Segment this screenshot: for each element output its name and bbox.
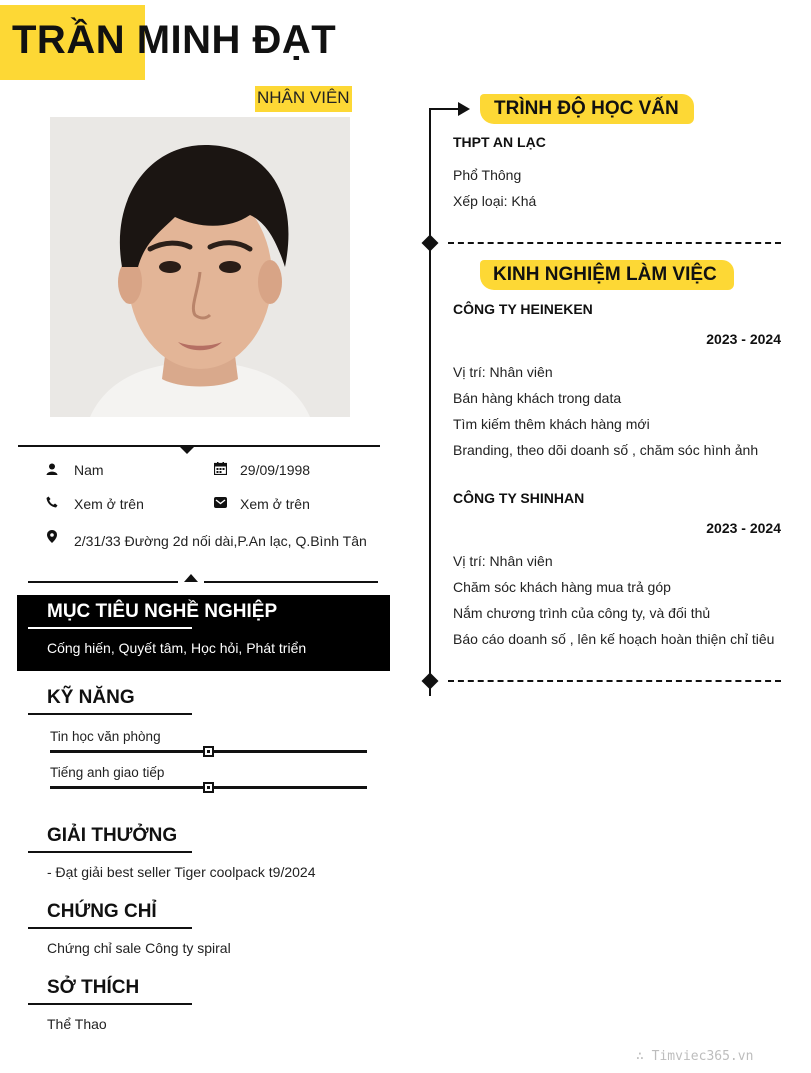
location-pin-icon [45, 529, 59, 543]
job-role-badge: NHÂN VIÊN [255, 86, 352, 112]
job-company: CÔNG TY SHINHAN [453, 490, 585, 506]
school-name: THPT AN LẠC [453, 134, 546, 150]
profile-photo [50, 117, 350, 417]
email-icon [213, 495, 227, 509]
awards-title-underline [28, 851, 192, 853]
job-line: Tìm kiếm thêm khách hàng mới [453, 416, 650, 432]
timeline-diamond-icon [422, 235, 439, 252]
divider-arrow-down-icon [180, 447, 194, 454]
watermark-dots-icon: ∴ [636, 1049, 652, 1064]
skill-label: Tin học văn phòng [50, 729, 161, 744]
objective-title-underline [28, 627, 192, 629]
hobbies-title-underline [28, 1003, 192, 1005]
section-dashed-divider [448, 680, 781, 682]
timeline-diamond-icon [422, 673, 439, 690]
contact-bottom-divider-right [204, 581, 378, 583]
education-level: Phổ Thông [453, 167, 522, 183]
user-icon [45, 462, 59, 476]
timeline-arrow-icon [458, 102, 470, 116]
award-text: - Đạt giải best seller Tiger coolpack t9/2024 [47, 864, 316, 880]
gender-value: Nam [74, 462, 104, 478]
divider-arrow-up-icon [184, 574, 198, 582]
portrait-icon [50, 117, 350, 417]
job-line: Vị trí: Nhân viên [453, 364, 553, 380]
timeline-line [429, 108, 431, 696]
contact-bottom-divider-left [28, 581, 178, 583]
phone-value: Xem ở trên [74, 496, 144, 512]
job-company: CÔNG TY HEINEKEN [453, 301, 593, 317]
job-line: Báo cáo doanh số , lên kế hoạch hoàn thiện chỉ tiêu [453, 631, 775, 647]
awards-title: GIẢI THƯỞNG [47, 825, 178, 846]
certificates-title-underline [28, 927, 192, 929]
certificates-title: CHỨNG CHỈ [47, 901, 157, 922]
job-line: Nắm chương trình của công ty, và đối thủ [453, 605, 711, 621]
job-period: 2023 - 2024 [706, 520, 781, 536]
objective-text: Cống hiến, Quyết tâm, Học hỏi, Phát triển [47, 640, 307, 656]
skills-title-underline [28, 713, 192, 715]
candidate-name: TRẦN MINH ĐẠT [12, 18, 337, 62]
job-line: Chăm sóc khách hàng mua trả góp [453, 579, 671, 595]
certificate-text: Chứng chỉ sale Công ty spiral [47, 940, 231, 956]
email-value: Xem ở trên [240, 496, 310, 512]
job-line: Branding, theo dõi doanh số , chăm sóc hình ảnh [453, 442, 759, 458]
calendar-icon [213, 461, 227, 475]
job-line: Vị trí: Nhân viên [453, 553, 553, 569]
timeline-top-line [429, 108, 459, 110]
objective-title: MỤC TIÊU NGHỀ NGHIỆP [47, 601, 278, 622]
section-dashed-divider [448, 242, 781, 244]
education-title: TRÌNH ĐỘ HỌC VẤN [494, 98, 679, 119]
contact-top-divider [18, 445, 380, 447]
hobby-text: Thể Thao [47, 1016, 107, 1032]
phone-icon [45, 495, 59, 509]
watermark-text: Timviec365.vn [651, 1049, 754, 1064]
watermark [636, 1049, 753, 1064]
job-line: Bán hàng khách trong data [453, 390, 622, 406]
skill-label: Tiếng anh giao tiếp [50, 765, 165, 780]
job-period: 2023 - 2024 [706, 331, 781, 347]
hobbies-title: SỞ THÍCH [47, 977, 140, 998]
skills-title: KỸ NĂNG [47, 687, 135, 708]
birthday-value: 29/09/1998 [240, 462, 311, 478]
address-value: 2/31/33 Đường 2d nối dài,P.An lạc, Q.Bình Tân [74, 533, 367, 549]
skill-level-marker [203, 746, 214, 757]
skill-level-marker [203, 782, 214, 793]
education-grade: Xếp loại: Khá [453, 193, 537, 209]
experience-title: KINH NGHIỆM LÀM VIỆC [493, 264, 717, 285]
